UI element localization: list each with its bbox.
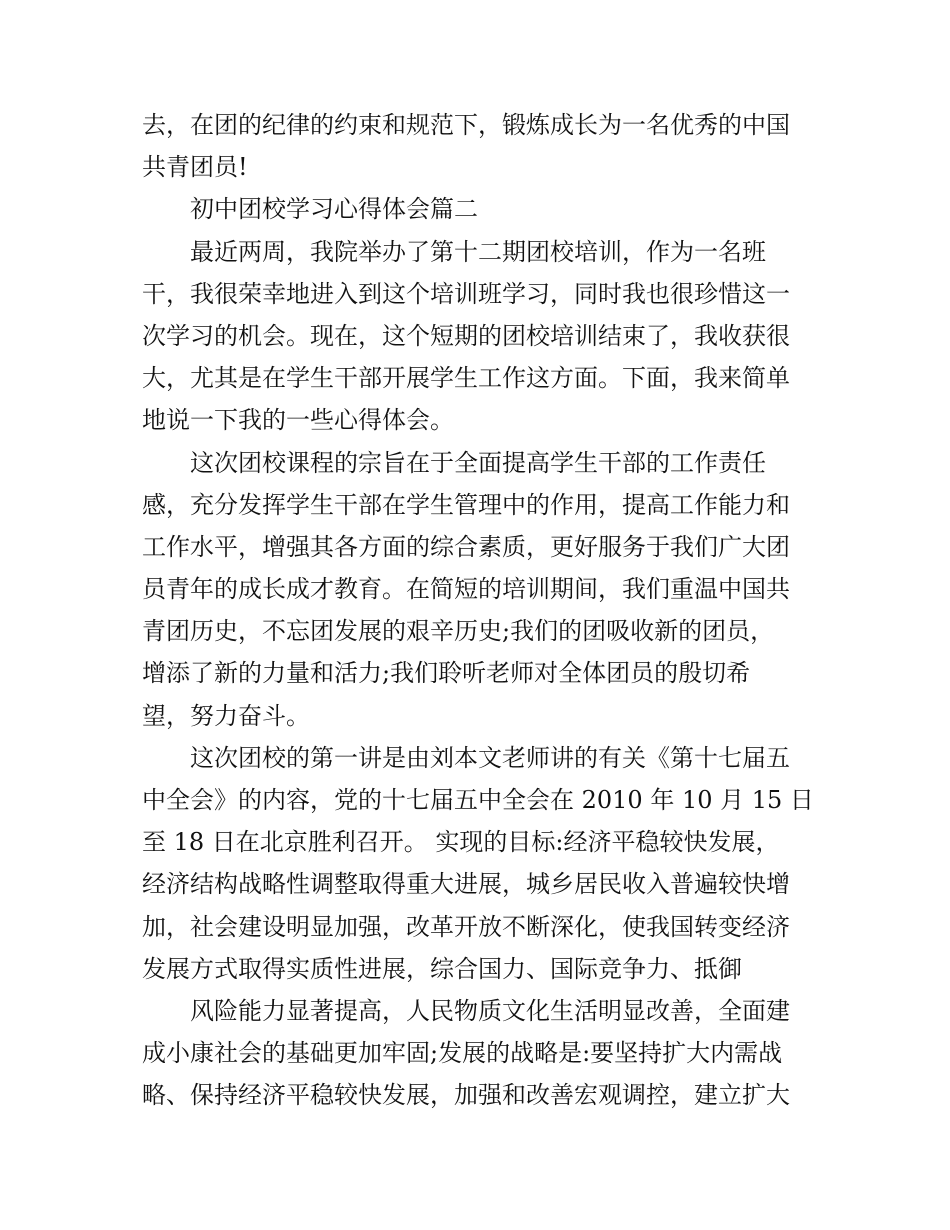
text-line: 发展方式取得实质性进展，综合国力、国际竞争力、抵御 [142,954,742,983]
text-line: 增添了新的力量和活力;我们聆听老师对全体团员的殷切希 [142,659,751,688]
text-line: 地说一下我的一些心得体会。 [142,406,454,435]
text-line: 望，努力奋斗。 [142,701,310,730]
text-line: 员青年的成长成才教育。在简短的培训期间，我们重温中国共 [142,575,790,604]
text-line: 至 18 日在北京胜利召开。 实现的目标:经济平稳较快发展， [142,828,780,857]
text-line: 次学习的机会。现在，这个短期的团校培训结束了，我收获很 [142,321,790,350]
text-line: 初中团校学习心得体会篇二 [190,195,478,224]
document-body [142,104,822,1117]
text-line: 感，充分发挥学生干部在学生管理中的作用，提高工作能力和 [142,490,790,519]
text-line: 成小康社会的基础更加牢固;发展的战略是:要坚持扩大内需战 [142,1039,783,1068]
text-line: 去，在团的纪律的约束和规范下，锻炼成长为一名优秀的中国 [142,111,790,139]
text-line: 风险能力显著提高，人民物质文化生活明显改善，全面建 [190,996,790,1025]
text-line: 青团历史，不忘团发展的艰辛历史;我们的团吸收新的团员， [142,617,775,646]
text-line: 这次团校的第一讲是由刘本文老师讲的有关《第十七届五 [190,743,790,772]
text-line: 这次团校课程的宗旨在于全面提高学生干部的工作责任 [190,448,766,477]
text-line: 干，我很荣幸地进入到这个培训班学习，同时我也很珍惜这一 [142,279,790,308]
text-line: 工作水平，增强其各方面的综合素质，更好服务于我们广大团 [142,532,790,561]
text-line: 略、保持经济平稳较快发展，加强和改善宏观调控，建立扩大 [142,1081,790,1110]
text-line: 经济结构战略性调整取得重大进展，城乡居民收入普遍较快增 [142,870,790,899]
text-line: 共青团员! [142,153,248,182]
text-line: 最近两周，我院举办了第十二期团校培训，作为一名班 [190,237,766,266]
text-line: 加，社会建设明显加强，改革开放不断深化，使我国转变经济 [142,912,790,941]
text-line: 大，尤其是在学生干部开展学生工作这方面。下面，我来简单 [142,364,790,393]
text-line: 中全会》的内容，党的十七届五中全会在 2010 年 10 月 15 日 [142,786,814,814]
